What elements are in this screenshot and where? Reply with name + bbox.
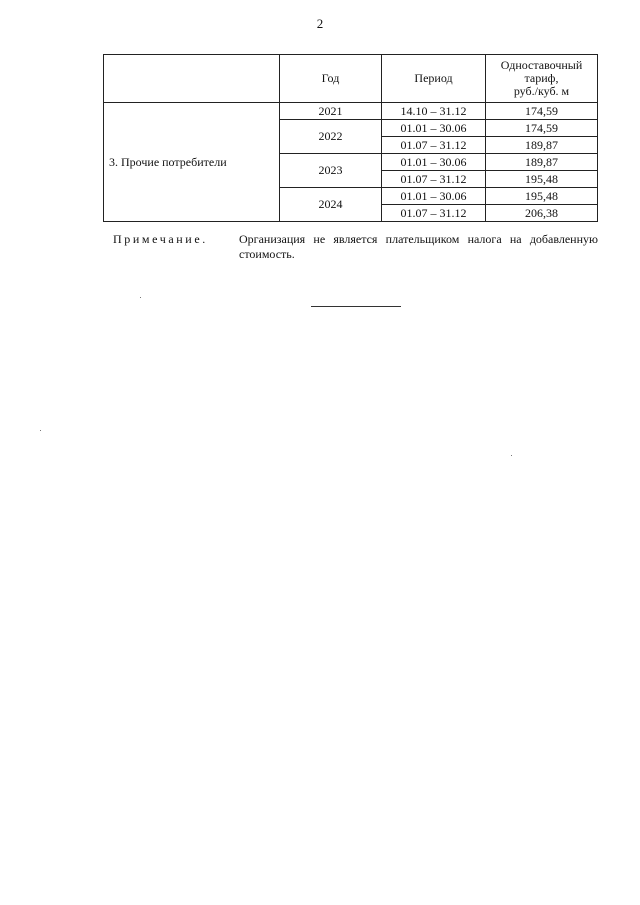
scan-speck: [140, 297, 141, 298]
tariff-table: [103, 54, 598, 222]
page-number: 2: [316, 16, 324, 31]
year-cell: 2021: [280, 103, 382, 120]
period-cell: 01.01 – 30.06: [382, 188, 486, 205]
header-tariff-line1: Одноставочный: [500, 58, 583, 72]
scan-speck: [511, 455, 512, 456]
header-tariff-line2: тариф,: [524, 71, 559, 85]
tariff-cell: 195,48: [486, 188, 598, 205]
period-cell: 01.07 – 31.12: [382, 205, 486, 222]
header-tariff-line3: руб./куб. м: [513, 84, 570, 98]
end-rule: [311, 306, 401, 307]
period-cell: 01.07 – 31.12: [382, 171, 486, 188]
period-cell: 01.01 – 30.06: [382, 154, 486, 171]
tariff-cell: 206,38: [486, 205, 598, 222]
period-cell: 01.01 – 30.06: [382, 120, 486, 137]
tariff-cell: 174,59: [486, 120, 598, 137]
header-tariff: [486, 55, 598, 103]
note-label: Примечание.: [113, 232, 208, 246]
header-group: [104, 55, 280, 103]
period-cell: 01.07 – 31.12: [382, 137, 486, 154]
tariff-cell: 189,87: [486, 154, 598, 171]
table-row: [104, 103, 598, 120]
note-text: Организация не является плательщиком налога на добавленную стоимость.: [239, 232, 598, 261]
tariff-cell: 189,87: [486, 137, 598, 154]
header-year: Год: [280, 55, 382, 103]
tariff-cell: 195,48: [486, 171, 598, 188]
tariff-cell: 174,59: [486, 103, 598, 120]
period-cell: 14.10 – 31.12: [382, 103, 486, 120]
header-period: Период: [382, 55, 486, 103]
year-cell: 2024: [280, 188, 382, 222]
year-cell: 2023: [280, 154, 382, 188]
scan-speck: [40, 430, 41, 431]
consumer-group-label: 3. Прочие потребители: [104, 103, 280, 222]
year-cell: 2022: [280, 120, 382, 154]
table-header-row: [104, 55, 598, 103]
